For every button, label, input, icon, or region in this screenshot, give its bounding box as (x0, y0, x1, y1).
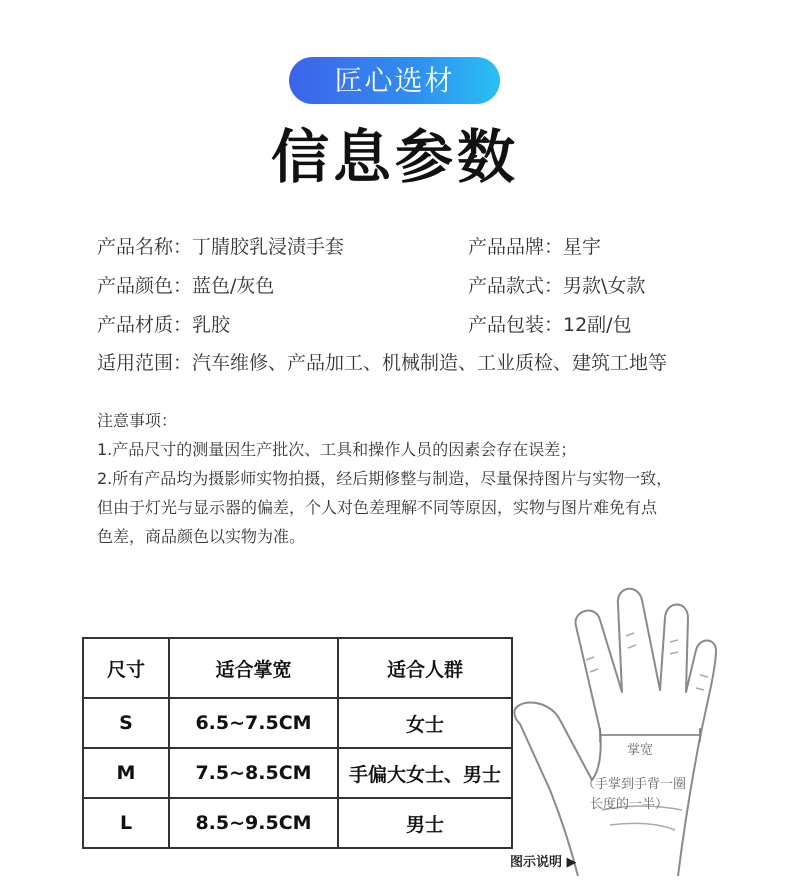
spec-brand: 产品品牌：星宇 (468, 236, 602, 258)
notes-line: 1.产品尺寸的测量因生产批次、工具和操作人员的因素会存在误差； (97, 440, 577, 459)
spec-name: 产品名称：丁腈胶乳浸渍手套 (97, 236, 345, 258)
header-size: 尺寸 (83, 638, 169, 698)
size-cell: L (83, 798, 169, 848)
header-target-group: 适合人群 (338, 638, 512, 698)
table-row (83, 748, 512, 798)
size-cell: S (83, 698, 169, 748)
spec-material: 产品材质：乳胶 (97, 314, 231, 336)
size-cell: M (83, 748, 169, 798)
palm-width-label: 掌宽 (627, 743, 654, 758)
target-group-cell: 女士 (338, 698, 512, 748)
palm-width-cell: 7.5~8.5CM (169, 748, 338, 798)
spec-usage: 适用范围：汽车维修、产品加工、机械制造、工业质检、建筑工地等 (97, 352, 668, 374)
spec-style: 产品款式：男款\女款 (468, 275, 646, 297)
table-header-row (83, 638, 512, 698)
notes-line: 但由于灯光与显示器的偏差，个人对色差理解不同等原因，实物与图片难免有点 (97, 498, 658, 517)
palm-width-cell: 6.5~7.5CM (169, 698, 338, 748)
notes-line: 色差，商品颜色以实物为准。 (97, 527, 306, 546)
diagram-caption: 图示说明 ▶ (510, 855, 577, 870)
size-table (82, 637, 513, 849)
palm-width-cell: 8.5~9.5CM (169, 798, 338, 848)
target-group-cell: 手偏大女士、男士 (338, 748, 512, 798)
hand-outline-icon (510, 580, 730, 887)
notes-line: 2.所有产品均为摄影师实物拍摄，经后期修整与制造，尽量保持图片与实物一致， (97, 469, 673, 488)
target-group-cell: 男士 (338, 798, 512, 848)
notes-section (97, 406, 717, 551)
header-palm-width: 适合掌宽 (169, 638, 338, 698)
palm-width-note: 长度的一半） (590, 797, 669, 812)
table-row (83, 798, 512, 848)
table-row (83, 698, 512, 748)
notes-heading: 注意事项： (97, 411, 178, 430)
spec-color: 产品颜色：蓝色/灰色 (97, 275, 275, 297)
palm-width-note: （手掌到手背一圈 (582, 777, 687, 792)
spec-packaging: 产品包装：12副/包 (468, 314, 632, 336)
section-badge: 匠心选材 (289, 57, 500, 104)
page-title: 信息参数 (270, 123, 519, 191)
